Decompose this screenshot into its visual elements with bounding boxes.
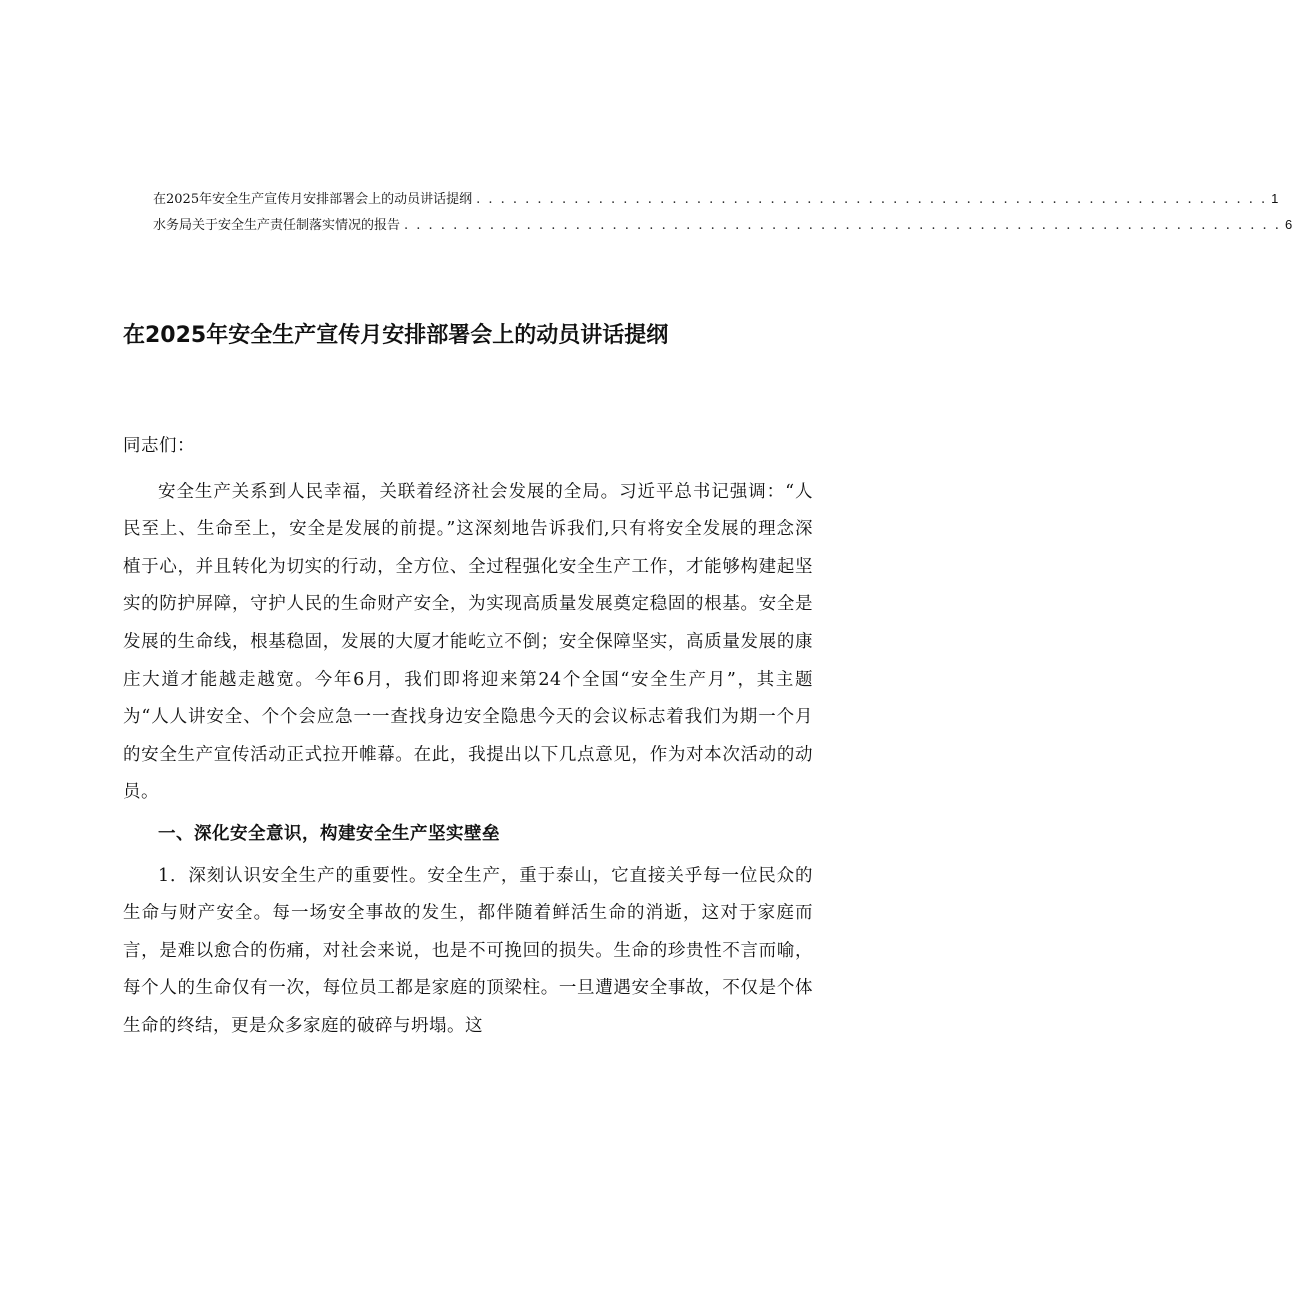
document-title: 在2025年安全生产宣传月安排部署会上的动员讲话提纲	[123, 323, 669, 348]
toc-entry[interactable]	[153, 214, 1292, 240]
toc-entry[interactable]	[153, 188, 1279, 214]
salutation: 同志们：	[123, 436, 195, 456]
toc-entry-page: 1	[1271, 191, 1279, 206]
paragraph: 1．深刻认识安全生产的重要性。安全生产，重于泰山，它直接关乎每一位民众的生命与财产安全。每一场安全事故的发生，都伴随着鲜活生命的消逝，这对于家庭而言，是难以愈合的伤痛，对社会来说，也是不可挽回的损失。生命的珍贵性不言而喻，每个人的生命仅有一次，每位员工都是家庭的顶梁柱。一旦遭遇安全事故，不仅是个体生命的终结，更是众多家庭的破碎与坍塌。这	[123, 865, 813, 1036]
toc-leader-dots: . . . . . . . . . . . . . . . . . . . . . . . . . . . . . . . . . . . . . . . . . . . . . . . . . . . . . . . . . . . . . . . . .	[476, 192, 1268, 207]
toc-entry-title: 在2025年安全生产宣传月安排部署会上的动员讲话提纲	[153, 192, 473, 207]
document-body	[123, 428, 813, 1046]
section-heading: 一、深化安全意识，构建安全生产坚实壁垒	[158, 823, 500, 844]
paragraph: 安全生产关系到人民幸福，关联着经济社会发展的全局。习近平总书记强调：“人民至上、生命至上，安全是发展的前提。”这深刻地告诉我们,只有将安全发展的理念深植于心，并且转化为切实的行动，全方位、全过程强化安全生产工作，才能够构建起坚实的防护屏障，守护人民的生命财产安全，为实现高质量发展奠定稳固的根基。安全是发展的生命线，根基稳固，发展的大厦才能屹立不倒；安全保障坚实，高质量发展的康庄大道才能越走越宽。今年6月，我们即将迎来第24个全国“安全生产月”，其主题为“人人讲安全、个个会应急一一查找身边安全隐患今天的会议标志着我们为期一个月的安全生产宣传活动正式拉开帷幕。在此，我提出以下几点意见，作为对本次活动的动员。	[123, 481, 813, 803]
table-of-contents	[153, 188, 1292, 240]
toc-entry-page: 6	[1284, 217, 1292, 232]
toc-leader-dots: . . . . . . . . . . . . . . . . . . . . . . . . . . . . . . . . . . . . . . . . . . . . . . . . . . . . . . . . . . . . . . . . . . . . . . . .	[404, 218, 1281, 233]
toc-entry-title: 水务局关于安全生产责任制落实情况的报告	[153, 218, 401, 233]
